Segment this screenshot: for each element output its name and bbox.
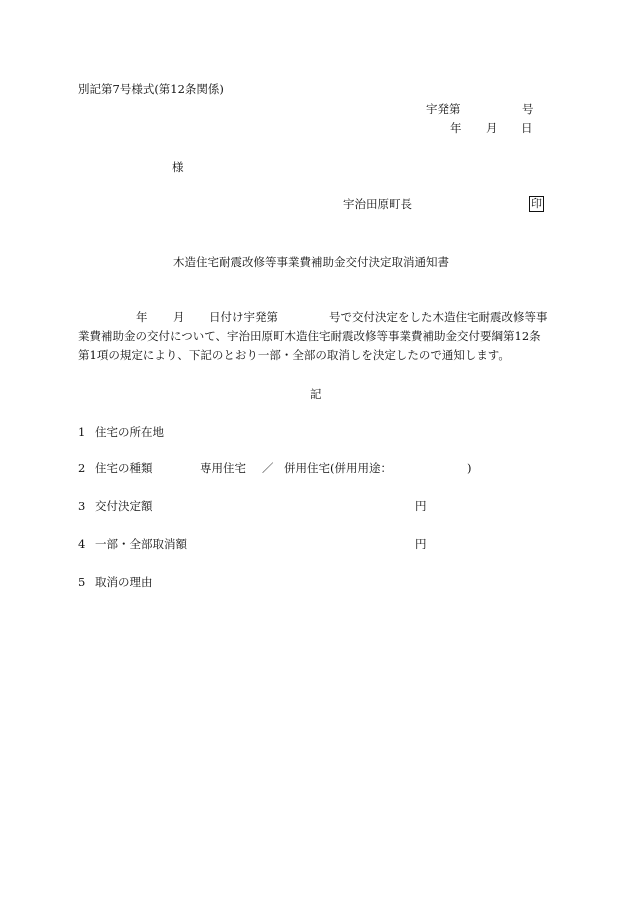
item-4-unit: 円: [415, 537, 427, 551]
body-line2: 業費補助金の交付について、宇治田原町木造住宅耐震改修等事業費補助金交付要綱第12条: [78, 329, 541, 343]
date-year: 年: [450, 121, 462, 135]
item-2-option-dedicated: 専用住宅: [200, 461, 246, 475]
document-title: 木造住宅耐震改修等事業費補助金交付決定取消通知書: [173, 255, 449, 269]
item-3-unit: 円: [415, 499, 427, 513]
item-1-label: 住宅の所在地: [95, 425, 164, 439]
item-4-number: 4: [78, 537, 86, 551]
seal-mark: [529, 196, 544, 212]
body-line1-rest: 号で交付決定をした木造住宅耐震改修等事: [329, 310, 548, 324]
ki-heading: 記: [310, 387, 322, 401]
item-1-number: 1: [78, 425, 86, 439]
body-month: 月: [173, 310, 185, 324]
seal-text: 印: [531, 197, 542, 210]
item-4-label: 一部・全部取消額: [95, 537, 187, 551]
item-2-close-paren: ): [467, 461, 472, 475]
doc-number-suffix: 号: [522, 102, 534, 116]
item-2-separator: ／: [262, 461, 274, 475]
item-5-label: 取消の理由: [95, 575, 153, 589]
doc-number-prefix: 宇発第: [426, 102, 461, 116]
body-dated: 日付け宇発第: [209, 310, 278, 324]
date-day: 日: [521, 121, 533, 135]
item-3-label: 交付決定額: [95, 499, 153, 513]
body-line3: 第1項の規定により、下記のとおり一部・全部の取消しを決定したので通知します。: [78, 348, 510, 362]
body-year: 年: [136, 310, 148, 324]
issuer-title: 宇治田原町長: [343, 197, 412, 211]
date-month: 月: [486, 121, 498, 135]
item-2-label: 住宅の種類: [95, 461, 153, 475]
item-3-number: 3: [78, 499, 86, 513]
item-2-number: 2: [78, 461, 86, 475]
item-2-option-combined: 併用住宅(併用用途：: [284, 461, 392, 475]
form-label: 別記第7号様式(第12条関係): [78, 82, 224, 96]
item-5-number: 5: [78, 575, 86, 589]
addressee-honorific: 様: [172, 160, 184, 174]
